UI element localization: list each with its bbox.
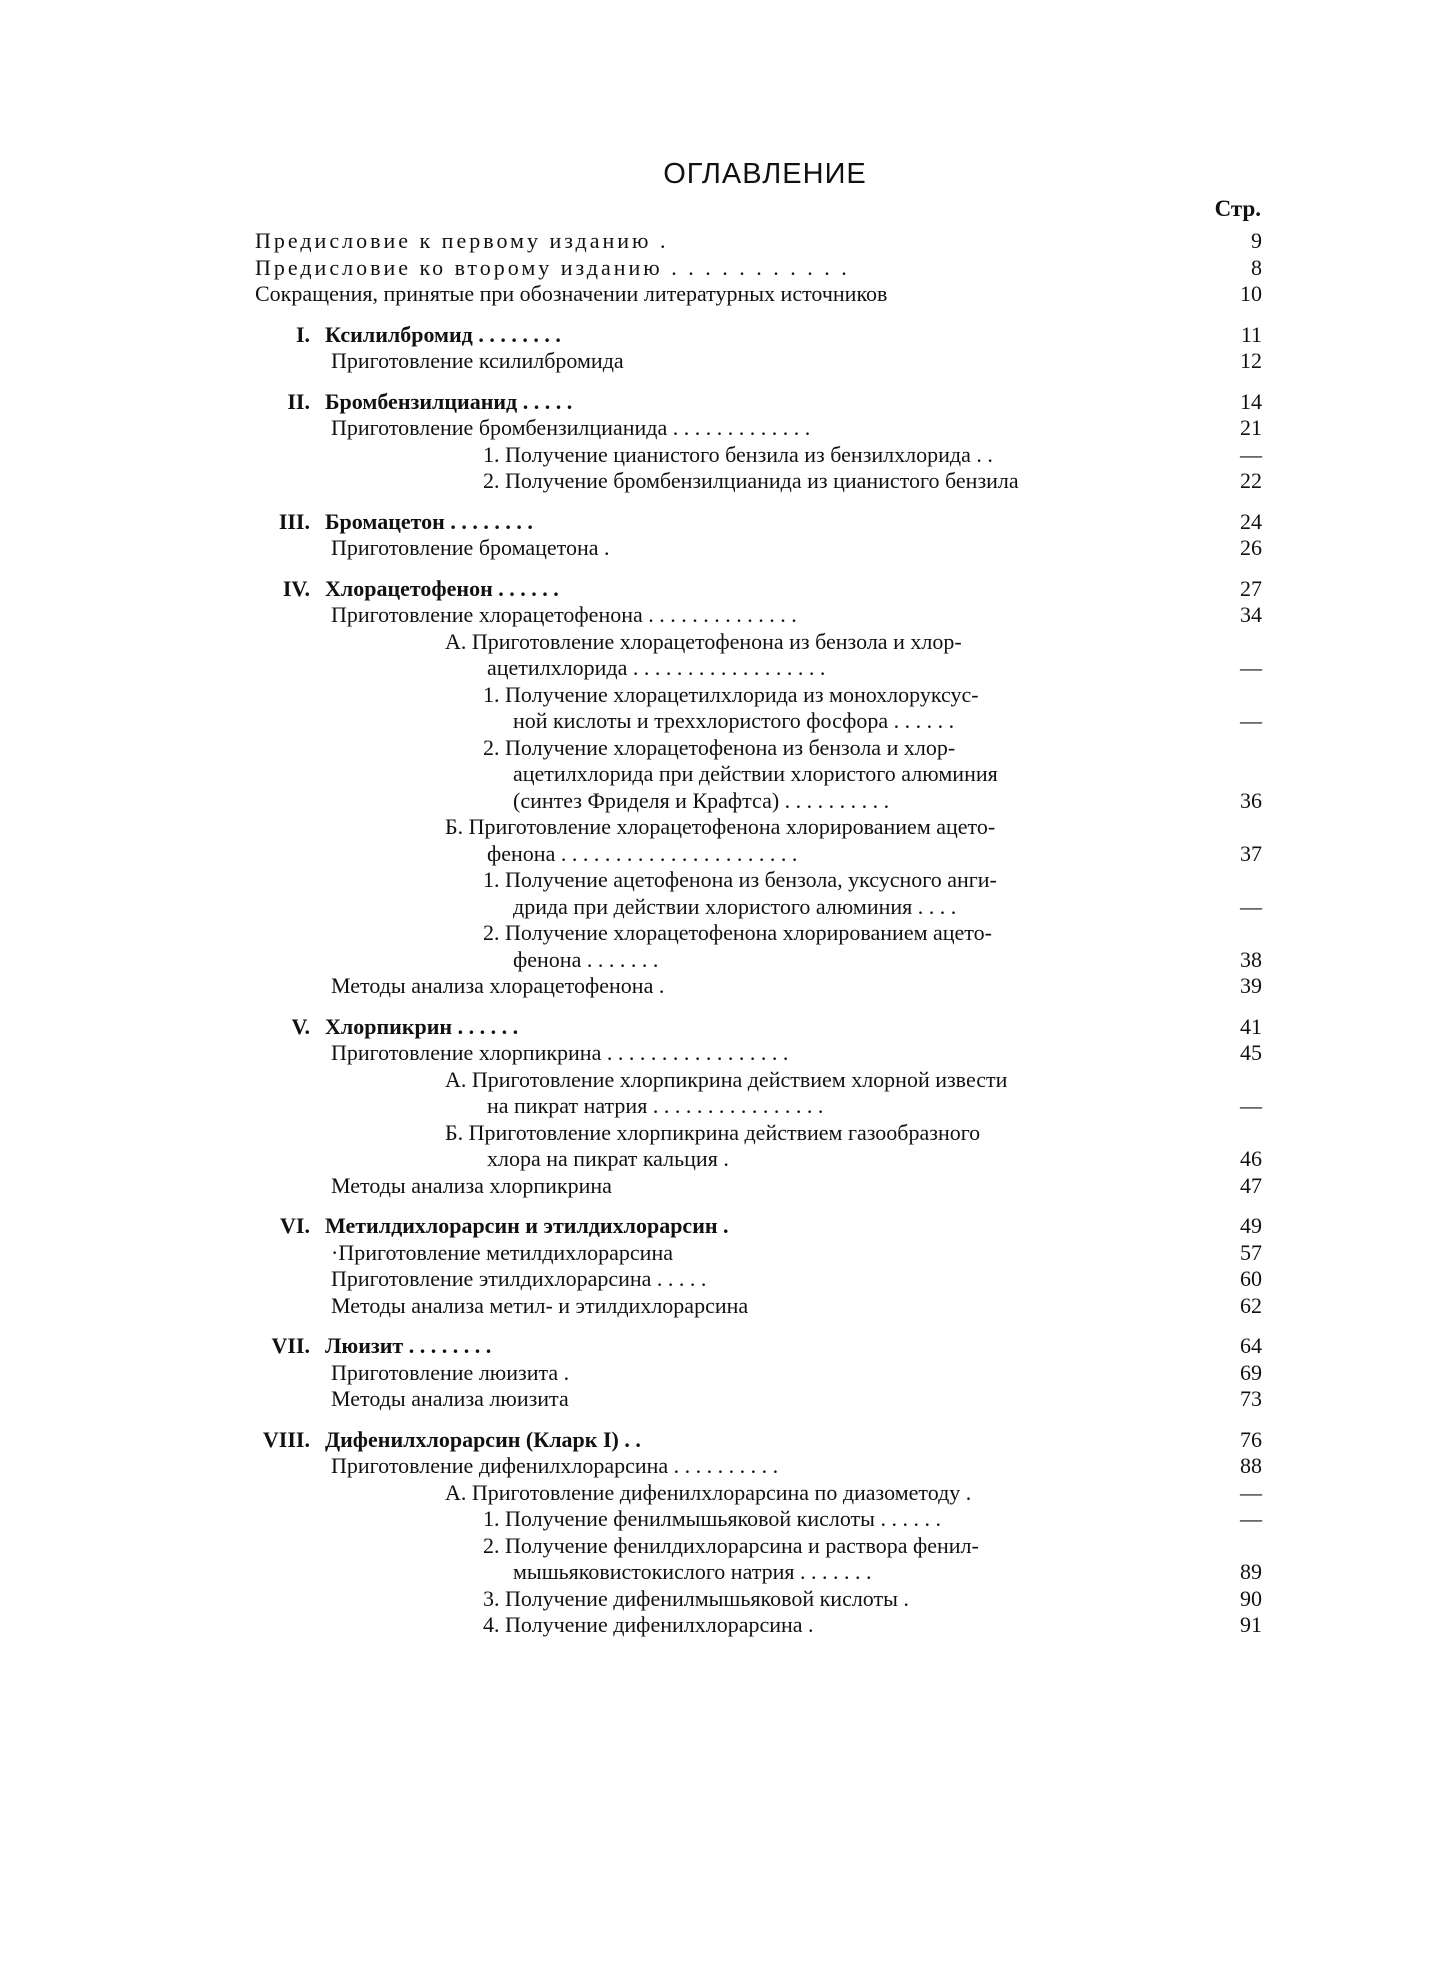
page-number: 22 xyxy=(1240,468,1262,493)
entry-text: Ксилилбромид . . . . . . . . xyxy=(325,321,561,347)
toc-entry xyxy=(0,1240,1437,1267)
toc-entry xyxy=(0,442,1437,469)
chapter-number: I. xyxy=(295,321,310,347)
page-number: 24 xyxy=(1240,508,1262,534)
entry-text: 1. Получение цианистого бензила из бензилхлорида . . xyxy=(483,441,993,467)
entry-text: хлора на пикрат кальция . xyxy=(487,1146,729,1171)
chapter-block xyxy=(0,576,1437,1000)
toc-entry xyxy=(0,867,1437,894)
toc-entry xyxy=(0,1586,1437,1613)
entry-text: 3. Получение дифенилмышьяковой кислоты . xyxy=(483,1585,909,1611)
toc-entry xyxy=(0,1293,1437,1320)
toc-entry xyxy=(0,788,1437,815)
page-number: — xyxy=(1240,441,1262,467)
toc-entry xyxy=(0,1040,1437,1067)
toc-entry xyxy=(0,761,1437,788)
toc-entry xyxy=(0,894,1437,921)
entry-text: Приготовление хлорпикрина . . . . . . . . . . . . . . . . . xyxy=(331,1040,789,1065)
chapter-block xyxy=(0,1427,1437,1639)
chapter-heading xyxy=(0,1427,1437,1454)
page-number: — xyxy=(1240,1479,1262,1505)
entry-text: Методы анализа хлорацетофенона . xyxy=(331,973,665,998)
entry-text: Методы анализа метил- и этилдихлорарсина xyxy=(331,1292,749,1318)
chapter-number: V. xyxy=(291,1013,310,1039)
entry-text: Сокращения, принятые при обозначении литературных источников xyxy=(255,281,888,306)
page-number: — xyxy=(1240,655,1262,680)
page-number: 41 xyxy=(1240,1013,1262,1039)
entry-text: ной кислоты и треххлористого фосфора . . . . . . xyxy=(513,708,955,733)
page-number: 69 xyxy=(1240,1359,1262,1385)
page-number: 9 xyxy=(1251,228,1262,253)
chapter-heading xyxy=(0,389,1437,416)
toc-entry xyxy=(0,947,1437,974)
page-number: — xyxy=(1240,1506,1262,1531)
entry-text: Приготовление хлорацетофенона . . . . . . . . . . . . . . xyxy=(331,602,797,627)
toc-entry xyxy=(0,655,1437,682)
page-number: 37 xyxy=(1240,840,1262,866)
chapter-block xyxy=(0,509,1437,562)
page-title: ОГЛАВЛЕНИЕ xyxy=(663,158,867,190)
entry-text: фенона . . . . . . . . . . . . . . . . . . . . . . xyxy=(487,840,798,866)
entry-text: 2. Получение хлорацетофенона хлорированием ацето- xyxy=(483,920,992,945)
toc-entry xyxy=(0,629,1437,656)
entry-text: А. Приготовление хлорацетофенона из бензола и хлор- xyxy=(445,628,962,654)
toc-entry xyxy=(0,708,1437,735)
chapter-heading xyxy=(0,509,1437,536)
entry-text: Приготовление дифенилхлорарсина . . . . . . . . . . xyxy=(331,1453,779,1478)
page-number: 36 xyxy=(1240,787,1262,813)
page-number: 38 xyxy=(1240,946,1262,972)
entry-text: Метилдихлорарсин и этилдихлорарсин . xyxy=(325,1213,729,1238)
entry-text: Приготовление люизита . xyxy=(331,1359,570,1385)
toc-entry xyxy=(0,535,1437,562)
entry-text: Б. Приготовление хлорацетофенона хлорированием ацето- xyxy=(445,814,996,839)
entry-text: Хлорацетофенон . . . . . . xyxy=(325,575,559,601)
entry-text: Методы анализа люизита xyxy=(331,1386,569,1411)
entry-text: дрида при действии хлористого алюминия . . . . xyxy=(513,893,957,919)
toc-entry xyxy=(0,468,1437,495)
page-number: 26 xyxy=(1240,535,1262,560)
chapter-block xyxy=(0,1014,1437,1200)
page-number: 49 xyxy=(1240,1213,1262,1238)
chapter-block xyxy=(0,322,1437,375)
entry-text: фенона . . . . . . . xyxy=(513,946,659,972)
toc-entry xyxy=(0,920,1437,947)
entry-text: Предисловие ко второму изданию . . . . . . . . . . . xyxy=(255,254,850,280)
page-number: — xyxy=(1240,1093,1262,1118)
front-matter-entry xyxy=(0,281,1437,308)
entry-text: 1. Получение фенилмышьяковой кислоты . . . . . . xyxy=(483,1506,941,1531)
chapter-block xyxy=(0,389,1437,495)
toc-entry xyxy=(0,1146,1437,1173)
page-number: — xyxy=(1240,708,1262,733)
entry-text: ацетилхлорида при действии хлористого алюминия xyxy=(513,761,998,786)
page-number: 64 xyxy=(1240,1333,1262,1358)
entry-text: Бромбензилцианид . . . . . xyxy=(325,388,573,414)
chapter-block xyxy=(0,1333,1437,1413)
table-of-contents xyxy=(0,228,1437,1639)
page-number: 60 xyxy=(1240,1266,1262,1291)
entry-text: Люизит . . . . . . . . xyxy=(325,1333,492,1358)
entry-text: ·Приготовление метилдихлорарсина xyxy=(331,1239,673,1265)
chapter-heading xyxy=(0,1333,1437,1360)
page-column-header: Стр. xyxy=(1214,196,1261,221)
entry-text: А. Приготовление хлорпикрина действием хлорной извести xyxy=(445,1066,1008,1092)
page-number: 46 xyxy=(1240,1146,1262,1171)
page-number: 10 xyxy=(1240,281,1262,306)
page-number: 90 xyxy=(1240,1585,1262,1611)
toc-entry xyxy=(0,1067,1437,1094)
page-number: 34 xyxy=(1240,602,1262,627)
entry-text: 4. Получение дифенилхлорарсина . xyxy=(483,1612,814,1637)
entry-text: ацетилхлорида . . . . . . . . . . . . . . . . . . xyxy=(487,655,826,680)
entry-text: Бромацетон . . . . . . . . xyxy=(325,508,533,534)
page-number: 8 xyxy=(1251,254,1262,280)
toc-entry xyxy=(0,1360,1437,1387)
toc-entry xyxy=(0,1453,1437,1480)
entry-text: 1. Получение хлорацетилхлорида из монохлоруксус- xyxy=(483,681,979,707)
entry-text: Приготовление бромацетона . xyxy=(331,535,610,560)
toc-entry xyxy=(0,735,1437,762)
toc-entry xyxy=(0,1386,1437,1413)
page-number: 73 xyxy=(1240,1386,1262,1411)
entry-text: 2. Получение бромбензилцианида из цианистого бензила xyxy=(483,468,1019,493)
toc-entry xyxy=(0,415,1437,442)
page-number: 39 xyxy=(1240,973,1262,998)
entry-text: Приготовление бромбензилцианида . . . . . . . . . . . . . xyxy=(331,415,811,440)
chapter-heading xyxy=(0,1014,1437,1041)
entry-text: Приготовление ксилилбромида xyxy=(331,348,624,373)
toc-entry xyxy=(0,1093,1437,1120)
entry-text: Предисловие к первому изданию . xyxy=(255,228,669,253)
page-number: 57 xyxy=(1240,1239,1262,1265)
entry-text: А. Приготовление дифенилхлорарсина по диазометоду . xyxy=(445,1479,972,1505)
page-number: 91 xyxy=(1240,1612,1262,1637)
toc-entry xyxy=(0,1480,1437,1507)
toc-entry xyxy=(0,841,1437,868)
toc-entry xyxy=(0,1612,1437,1639)
page-number: 76 xyxy=(1240,1426,1262,1452)
chapter-number: VIII. xyxy=(262,1426,310,1452)
toc-entry xyxy=(0,1173,1437,1200)
page-number: 88 xyxy=(1240,1453,1262,1478)
page-number: 89 xyxy=(1240,1559,1262,1584)
page-number: — xyxy=(1240,893,1262,919)
toc-entry xyxy=(0,602,1437,629)
page-number: 21 xyxy=(1240,415,1262,440)
front-matter-entry xyxy=(0,255,1437,282)
chapter-number: III. xyxy=(278,508,310,534)
entry-text: 1. Получение ацетофенона из бензола, уксусного анги- xyxy=(483,867,997,892)
entry-text: мышьяковистокислого натрия . . . . . . . xyxy=(513,1559,872,1584)
entry-text: (синтез Фриделя и Крафтса) . . . . . . . . . . xyxy=(513,787,890,813)
entry-text: Приготовление этилдихлорарсина . . . . . xyxy=(331,1266,707,1291)
entry-text: на пикрат натрия . . . . . . . . . . . . . . . . xyxy=(487,1093,824,1118)
chapter-heading xyxy=(0,576,1437,603)
chapter-heading xyxy=(0,322,1437,349)
page-number: 45 xyxy=(1240,1040,1262,1065)
toc-entry xyxy=(0,1120,1437,1147)
page-number: 12 xyxy=(1240,348,1262,373)
page-number: 47 xyxy=(1240,1172,1262,1198)
toc-entry xyxy=(0,973,1437,1000)
entry-text: 2. Получение хлорацетофенона из бензола и хлор- xyxy=(483,734,956,760)
toc-entry xyxy=(0,348,1437,375)
toc-entry xyxy=(0,1506,1437,1533)
toc-entry xyxy=(0,1559,1437,1586)
toc-entry xyxy=(0,814,1437,841)
page-number: 11 xyxy=(1240,321,1262,347)
entry-text: Дифенилхлорарсин (Кларк I) . . xyxy=(325,1426,641,1452)
chapter-number: II. xyxy=(287,388,310,414)
page-number: 27 xyxy=(1240,575,1262,601)
toc-entry xyxy=(0,1533,1437,1560)
page-number: 14 xyxy=(1240,388,1262,414)
page-number: 62 xyxy=(1240,1292,1262,1318)
toc-entry xyxy=(0,1266,1437,1293)
chapter-number: VII. xyxy=(271,1333,310,1358)
chapter-heading xyxy=(0,1213,1437,1240)
chapter-number: VI. xyxy=(280,1213,310,1238)
entry-text: Хлорпикрин . . . . . . xyxy=(325,1013,519,1039)
chapter-number: IV. xyxy=(282,575,310,601)
chapter-block xyxy=(0,1213,1437,1319)
entry-text: Б. Приготовление хлорпикрина действием газообразного xyxy=(445,1119,981,1145)
entry-text: Методы анализа хлорпикрина xyxy=(331,1172,612,1198)
entry-text: 2. Получение фенилдихлорарсина и раствора фенил- xyxy=(483,1532,979,1558)
toc-entry xyxy=(0,682,1437,709)
front-matter-entry xyxy=(0,228,1437,255)
